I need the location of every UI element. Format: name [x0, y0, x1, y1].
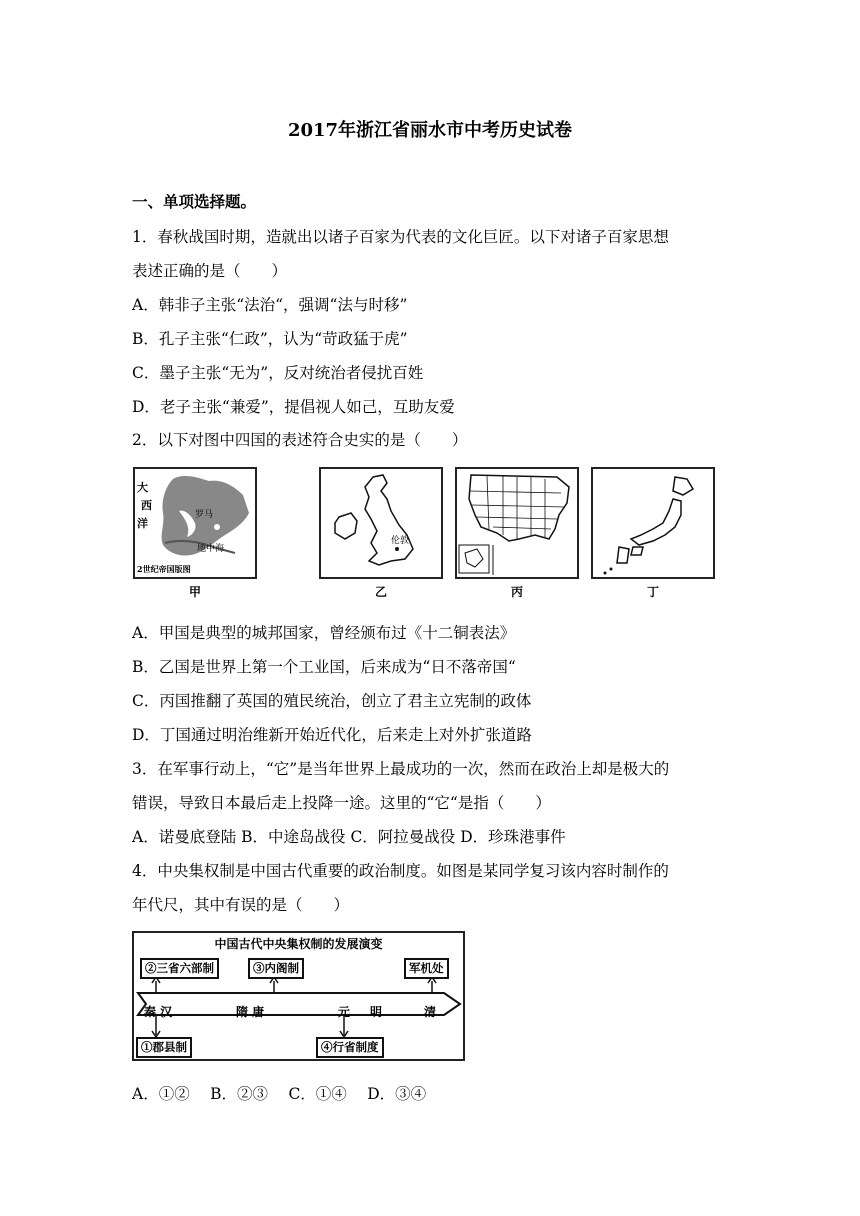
dynasty-qin-han: 秦 汉 [144, 1005, 173, 1019]
q4-stem-line1: 4．中央集权制是中国古代重要的政治制度。如图是某同学复习该内容时制作的 [132, 862, 669, 880]
q3-options: A．诺曼底登陆 B．中途岛战役 C．阿拉曼战役 D．珍珠港事件 [132, 828, 566, 846]
map-text-sea: 地中海 [197, 544, 225, 554]
q2-option-d: D．丁国通过明治维新开始近代化，后来走上对外扩张道路 [132, 726, 532, 744]
box-junjichu: 军机处 [404, 958, 449, 979]
map-britain [319, 467, 443, 579]
q1-option-c: C．墨子主张“无为”，反对统治者侵扰百姓 [132, 364, 424, 382]
map-label-jia: 甲 [188, 585, 201, 599]
q1-stem-line1: 1．春秋战国时期，造就出以诸子百家为代表的文化巨匠。以下对诸子百家思想 [132, 228, 669, 246]
box-neige: ③内阁制 [248, 958, 304, 979]
page-title: 2017年浙江省丽水市中考历史试卷 [287, 120, 573, 141]
map-label-yi: 乙 [374, 585, 387, 599]
map-label-bing: 丙 [510, 585, 523, 599]
box-sansheng-liubu: ②三省六部制 [140, 958, 219, 979]
timeline-chart [132, 931, 465, 1061]
map-caption: 2世纪帝国版图 [137, 564, 191, 574]
map-roman-empire [133, 467, 257, 579]
dynasty-qing: 清 [424, 1005, 437, 1019]
q1-stem-line2: 表述正确的是（ ） [132, 262, 288, 280]
q2-option-a: A．甲国是典型的城邦国家，曾经颁布过《十二铜表法》 [132, 624, 516, 642]
dynasty-sui-tang: 隋 唐 [236, 1005, 265, 1019]
q1-option-d: D．老子主张“兼爱”，提倡视人如己，互助友爱 [132, 398, 455, 416]
q1-option-b: B．孔子主张“仁政”，认为“苛政猛于虎” [132, 330, 408, 348]
q3-stem-line1: 3．在军事行动上，“它”是当年世界上最成功的一次，然而在政治上却是极大的 [132, 760, 670, 778]
dynasty-ming: 明 [370, 1005, 383, 1019]
q4-stem-line2: 年代尺，其中有误的是（ ） [132, 896, 350, 914]
map-text-london: 伦敦 [391, 536, 410, 546]
map-text-ocean-3: 洋 [137, 517, 148, 530]
box-xingsheng: ④行省制度 [316, 1037, 384, 1058]
q2-stem: 2．以下对图中四国的表述符合史实的是（ ） [132, 431, 468, 449]
britain-map-graphic [321, 469, 441, 577]
map-text-rome: 罗马 [195, 510, 214, 520]
map-usa [455, 467, 579, 579]
box-junxian: ①郡县制 [136, 1037, 192, 1058]
roman-empire-map-graphic [135, 469, 255, 577]
q3-stem-line2: 错误，导致日本最后走上投降一途。这里的“它“是指（ ） [132, 794, 551, 812]
map-text-ocean-1: 大 [137, 481, 148, 494]
timeline-title: 中国古代中央集权制的发展演变 [214, 937, 383, 951]
q2-option-b: B．乙国是世界上第一个工业国，后来成为“日不落帝国“ [132, 658, 516, 676]
q4-options: A．①② B．②③ C．①④ D．③④ [132, 1085, 427, 1103]
map-japan [591, 467, 715, 579]
map-text-ocean-2: 西 [141, 499, 152, 512]
japan-map-graphic [593, 469, 713, 577]
q2-option-c: C．丙国推翻了英国的殖民统治，创立了君主立宪制的政体 [132, 692, 532, 710]
map-label-ding: 丁 [646, 585, 659, 599]
q1-option-a: A．韩非子主张“法治“，强调“法与时移” [132, 296, 408, 314]
usa-map-graphic [457, 469, 577, 577]
dynasty-yuan: 元 [338, 1005, 351, 1019]
section-heading: 一、单项选择题。 [132, 192, 257, 211]
